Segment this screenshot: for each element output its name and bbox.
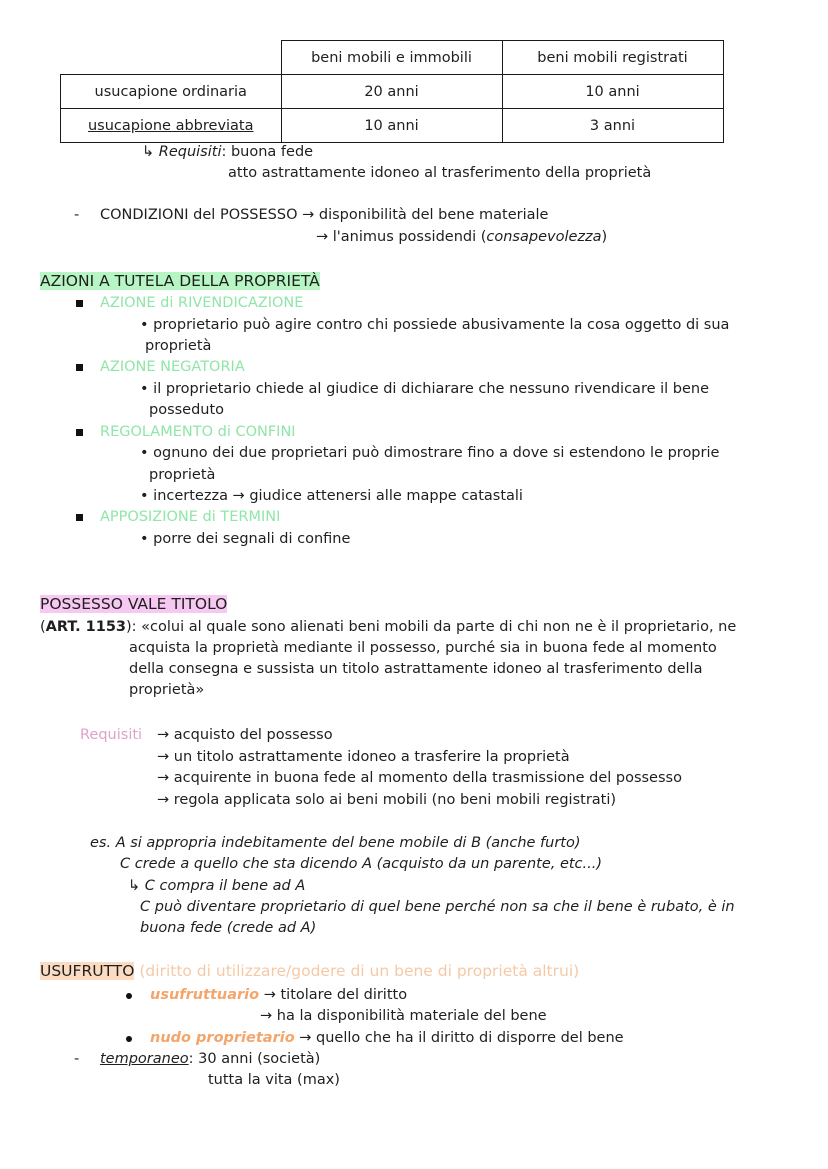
table-row-label: usucapione abbreviata: [61, 109, 282, 143]
table-header-cell: beni mobili e immobili: [281, 41, 502, 75]
condizioni-line: [316, 227, 607, 248]
article-quote-line: della consegna e sussista un titolo astrattamente idoneo al trasferimento della: [129, 661, 703, 677]
requisiti-label: Requisiti: [158, 144, 222, 160]
azione-line: • porre dei segnali di confine: [140, 531, 351, 547]
azione-name: REGOLAMENTO di CONFINI: [100, 424, 296, 440]
table-row-label: usucapione ordinaria: [61, 75, 282, 109]
requisiti-label: Requisiti: [80, 727, 143, 743]
role-text: → quello che ha il diritto di disporre del bene: [299, 1030, 624, 1046]
azione-line: • ognuno dei due proprietari può dimostrare fino a dove si estendono le proprie: [140, 445, 720, 461]
condizioni-italic: consapevolezza: [486, 229, 602, 245]
requisiti-line: → acquirente in buona fede al momento della trasmissione del possesso: [157, 770, 682, 786]
dash-bullet: -: [74, 207, 80, 223]
azione-name: APPOSIZIONE di TERMINI: [100, 509, 281, 525]
square-bullet-icon: [76, 429, 83, 436]
section-title: [40, 271, 320, 292]
bullet-dot-icon: [126, 1036, 132, 1042]
table-row: [61, 75, 724, 109]
article-quote-line: acquista la proprietà mediante il possesso, purché sia in buona fede al momento: [129, 640, 717, 656]
example-line: ↳ C compra il bene ad A: [128, 878, 306, 894]
requisiti-usucapione: [142, 142, 313, 163]
square-bullet-icon: [76, 364, 83, 371]
example-line: es. A si appropria indebitamente del bene mobile di B (anche furto): [90, 835, 581, 851]
article-quote-line: proprietà»: [129, 682, 205, 698]
requisiti-line: atto astrattamente idoneo al trasferimento della proprietà: [228, 165, 652, 181]
section-title-text: USUFRUTTO: [40, 962, 135, 980]
example-line: buona fede (crede ad A): [140, 920, 317, 936]
usucapione-table: [60, 40, 724, 143]
table-header-cell: beni mobili registrati: [502, 41, 723, 75]
example-line: C può diventare proprietario di quel bene perché non sa che il bene è rubato, è in: [140, 899, 735, 915]
table-row: [61, 109, 724, 143]
role-label: usufruttuario: [150, 987, 260, 1003]
example-line: C crede a quello che sta dicendo A (acquisto da un parente, etc...): [120, 856, 603, 872]
section-title: [40, 594, 227, 615]
table-cell: 3 anni: [502, 109, 723, 143]
table-cell: 20 anni: [281, 75, 502, 109]
temporaneo-line: [100, 1049, 320, 1070]
dash-bullet: -: [74, 1051, 80, 1067]
condizioni-text: → l'animus possidendi (: [316, 229, 487, 245]
hook-arrow-icon: ↳: [142, 144, 155, 160]
azione-name: AZIONE NEGATORIA: [100, 359, 245, 375]
table-cell: 10 anni: [281, 109, 502, 143]
section-subtitle: (diritto di utilizzare/godere di un bene di proprietà altrui): [139, 962, 580, 980]
azione-line: posseduto: [149, 402, 225, 418]
azione-line: • il proprietario chiede al giudice di dichiarare che nessuno rivendicare il bene: [140, 381, 710, 397]
requisiti-line: → regola applicata solo ai beni mobili (no beni mobili registrati): [157, 792, 617, 808]
requisiti-text: : buona fede: [221, 144, 314, 160]
azione-name: AZIONE di RIVENDICAZIONE: [100, 295, 304, 311]
article-text: (: [40, 619, 46, 635]
usufruttuario-line: [150, 985, 407, 1006]
table-header-row: [61, 41, 724, 75]
azione-line: proprietà: [145, 338, 212, 354]
section-title: [40, 961, 579, 982]
table-corner-cell: [61, 41, 282, 75]
usufruttuario-line: → ha la disponibilità materiale del bene: [260, 1008, 547, 1024]
square-bullet-icon: [76, 300, 83, 307]
article-ref: ART. 1153: [45, 619, 127, 635]
azione-line: • proprietario può agire contro chi possiede abusivamente la cosa oggetto di sua: [140, 317, 730, 333]
section-title-text: AZIONI A TUTELA DELLA PROPRIETÀ: [40, 272, 320, 290]
requisiti-line: → un titolo astrattamente idoneo a trasferire la proprietà: [157, 749, 570, 765]
role-label: nudo proprietario: [150, 1030, 295, 1046]
nudo-line: [150, 1028, 624, 1049]
square-bullet-icon: [76, 514, 83, 521]
azione-line: proprietà: [149, 467, 216, 483]
role-text: → titolare del diritto: [263, 987, 408, 1003]
temporaneo-text: : 30 anni (società): [188, 1051, 321, 1067]
azione-line: • incertezza → giudice attenersi alle mappe catastali: [140, 488, 523, 504]
condizioni-line: CONDIZIONI del POSSESSO → disponibilità del bene materiale: [100, 207, 549, 223]
requisiti-line: → acquisto del possesso: [157, 727, 333, 743]
table-cell: 10 anni: [502, 75, 723, 109]
condizioni-text: ): [601, 229, 608, 245]
article-text: ): «colui al quale sono alienati beni mobili da parte di chi non ne è il proprietario, ne: [126, 619, 737, 635]
article-line: [40, 617, 736, 638]
bullet-dot-icon: [126, 993, 132, 999]
temporaneo-label: temporaneo: [100, 1051, 189, 1067]
temporaneo-line: tutta la vita (max): [208, 1072, 340, 1088]
section-title-text: POSSESSO VALE TITOLO: [40, 595, 228, 613]
